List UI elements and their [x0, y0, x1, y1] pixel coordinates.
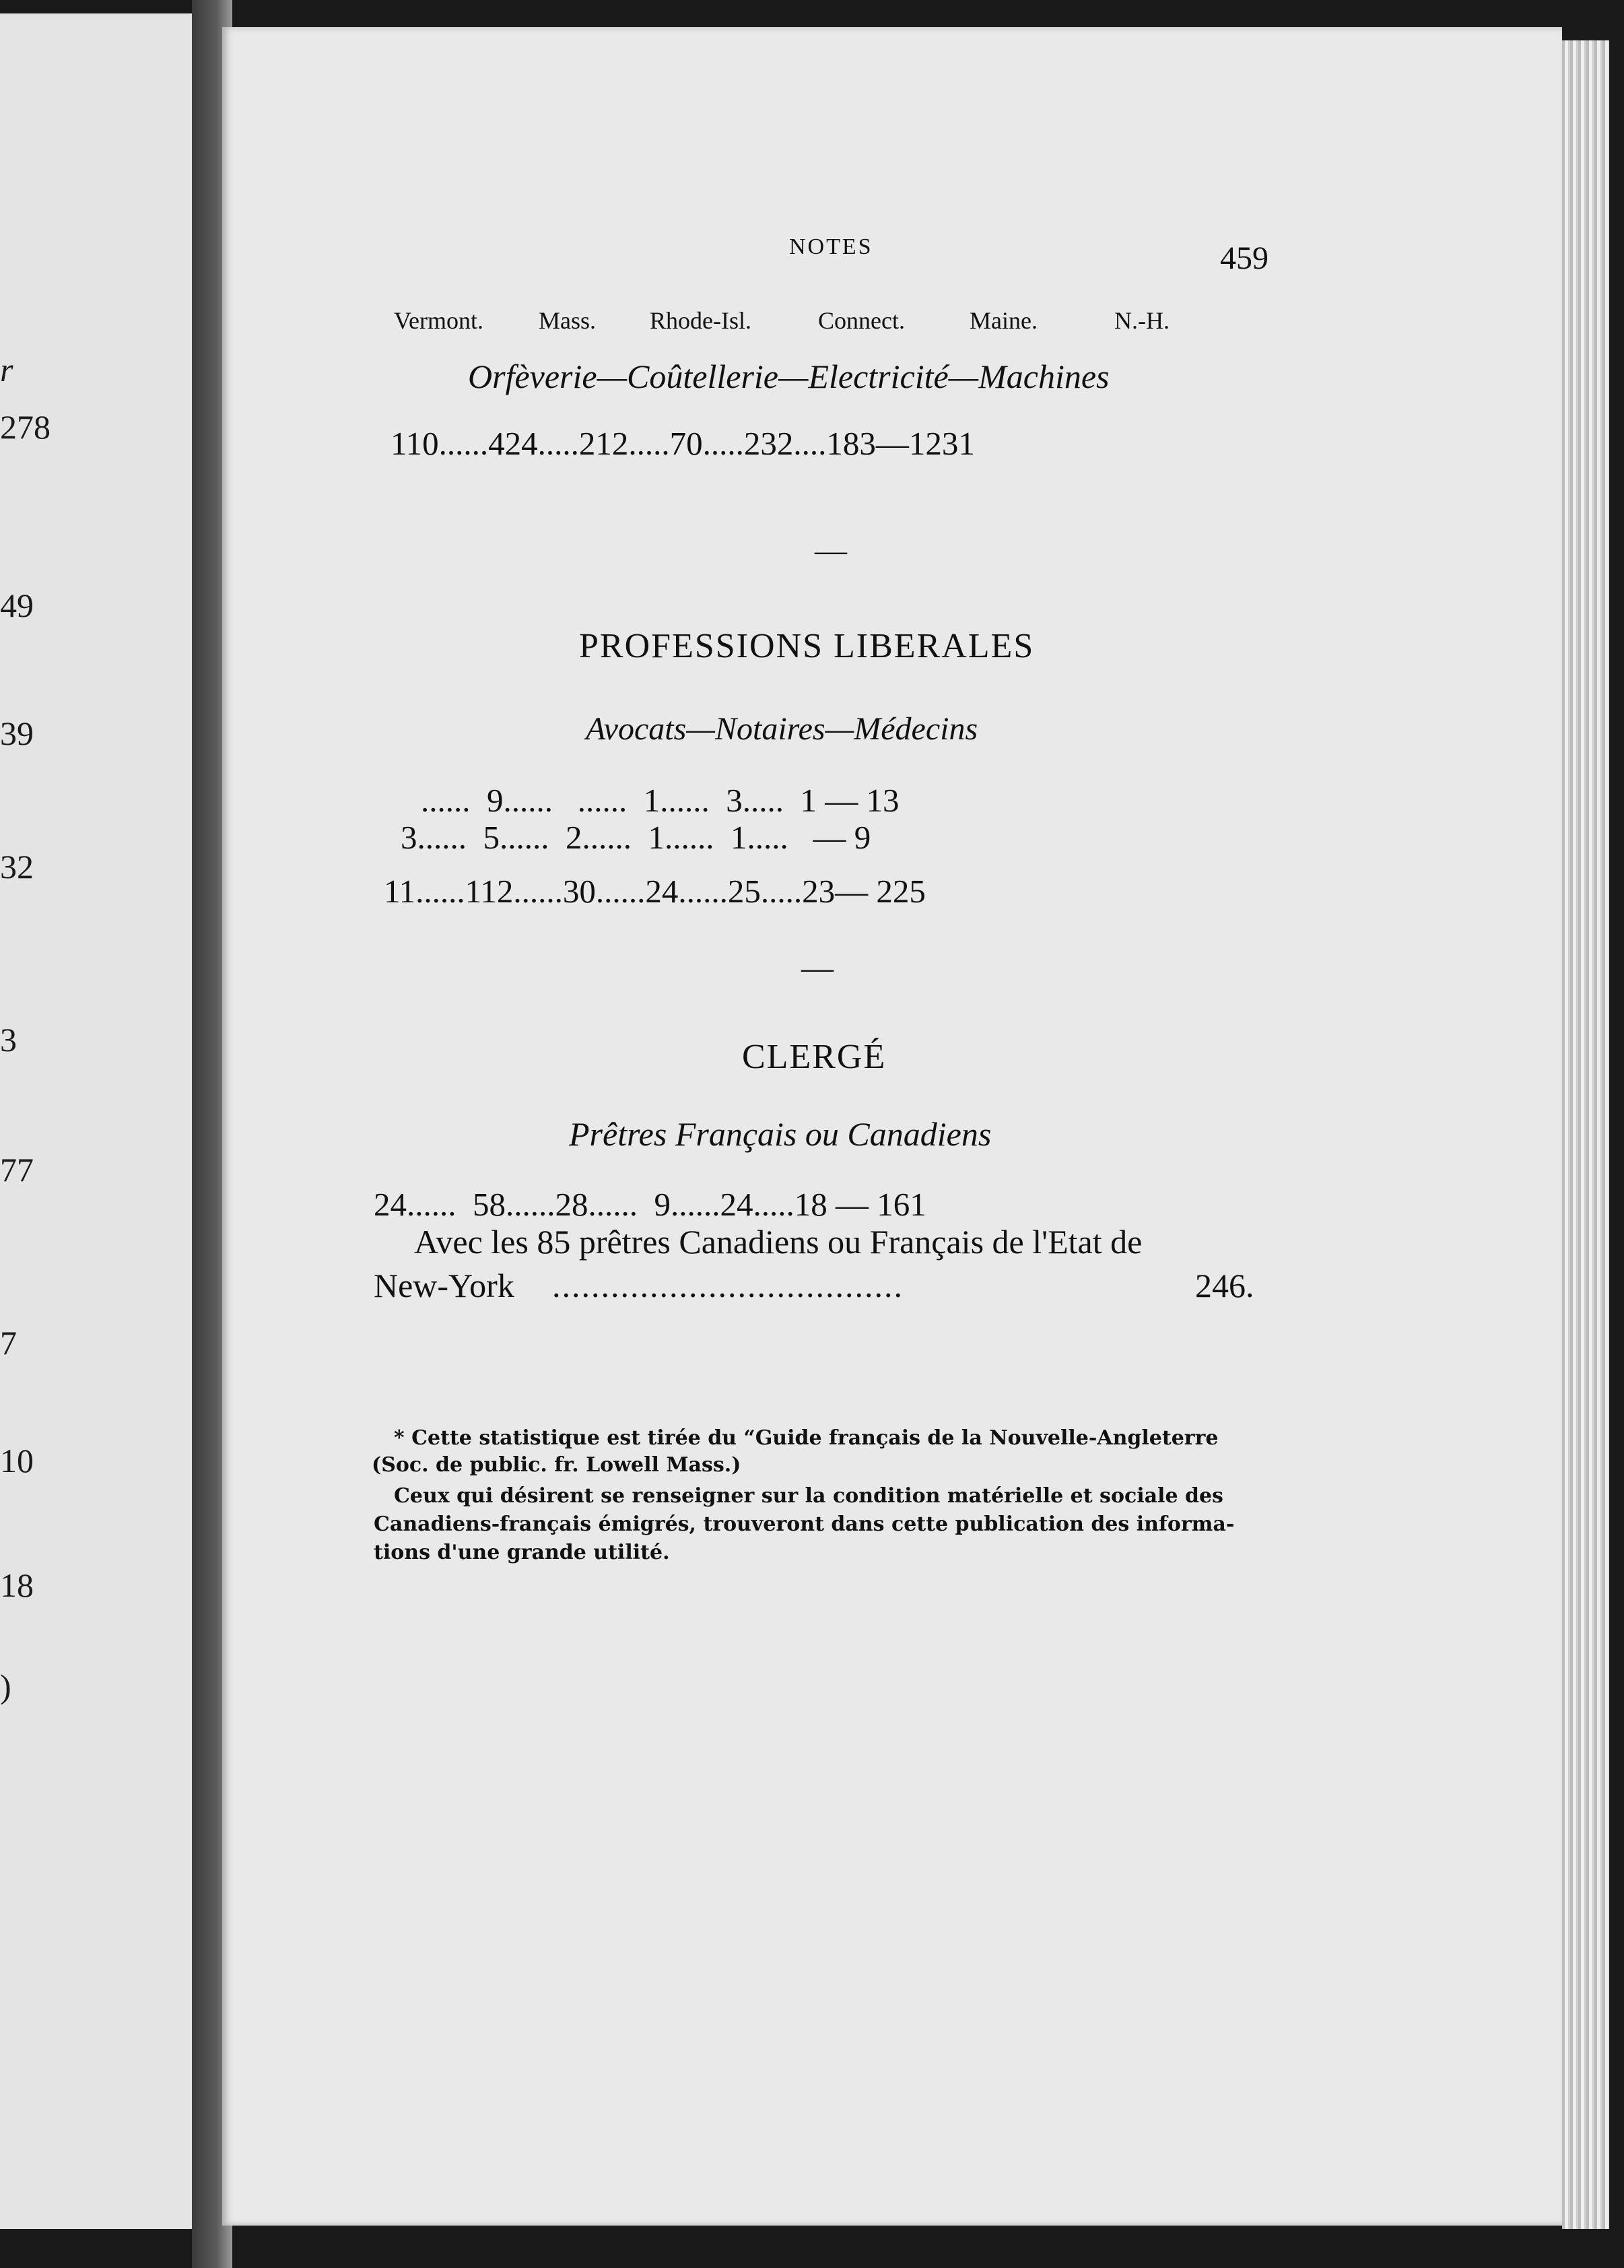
page-number: 459 — [1220, 240, 1268, 276]
left-fragment: 3 — [0, 1021, 17, 1059]
clerge-text-line: Avec les 85 prêtres Canadiens ou Français de l'Etat de — [414, 1223, 1143, 1261]
orfeverie-row: 110......424.....212.....70.....232....183—1231 — [391, 425, 975, 462]
left-fragment: 7 — [0, 1324, 17, 1362]
left-fragment: r — [0, 351, 13, 389]
footnote-line: Ceux qui désirent se renseigner sur la condition matérielle et sociale des — [394, 1484, 1223, 1508]
footnote-line: (Soc. de public. fr. Lowell Mass.) — [372, 1453, 741, 1477]
left-fragment: 18 — [0, 1566, 34, 1604]
dot-leader: .................................... — [552, 1267, 904, 1304]
footnote-line: tions d'une grande utilité. — [374, 1541, 670, 1564]
professions-row: ...... 9...... ...... 1...... 3..... 1 — 13 — [421, 782, 900, 819]
section-separator: — — [801, 950, 834, 986]
clerge-total: 246. — [1195, 1267, 1254, 1304]
professions-row: 3...... 5...... 2...... 1...... 1..... — 9 — [401, 819, 871, 856]
left-fragment: 278 — [0, 408, 50, 446]
section-heading-clerge: CLERGÉ — [742, 1038, 887, 1076]
left-fragment: 49 — [0, 587, 34, 624]
column-header-connecticut: Connect. — [818, 307, 905, 334]
column-header-maine: Maine. — [970, 307, 1038, 334]
section-separator: — — [815, 533, 847, 568]
orfeverie-subheading: Orfèverie—Coûtellerie—Electricité—Machines — [468, 358, 1110, 395]
left-page-fragment — [0, 13, 192, 2229]
clerge-subheading: Prêtres Français ou Canadiens — [569, 1115, 992, 1153]
clerge-text-line-start: New-York — [374, 1267, 514, 1304]
left-fragment: 39 — [0, 714, 34, 752]
left-fragment: 77 — [0, 1151, 34, 1189]
left-fragment: 10 — [0, 1442, 34, 1479]
left-fragment: 32 — [0, 848, 34, 886]
professions-row: 11......112......30......24......25.....23— 225 — [384, 873, 926, 910]
column-header-new-hampshire: N.-H. — [1114, 307, 1170, 334]
professions-subheading: Avocats—Notaires—Médecins — [586, 711, 978, 747]
column-header-vermont: Vermont. — [394, 307, 483, 334]
left-fragment: ) — [0, 1667, 11, 1705]
column-header-mass: Mass. — [539, 307, 597, 334]
column-header-rhode-island: Rhode-Isl. — [650, 307, 751, 334]
section-heading-professions: PROFESSIONS LIBERALES — [579, 627, 1035, 665]
footnote-line: Canadiens-français émigrés, trouveront dans cette publication des informa- — [374, 1512, 1235, 1536]
clerge-row: 24...... 58......28...... 9......24.....18 — 161 — [374, 1186, 926, 1223]
page-edges — [1562, 40, 1609, 2229]
footnote-line: * Cette statistique est tirée du “Guide français de la Nouvelle-Angleterre — [394, 1426, 1219, 1450]
running-title: NOTES — [789, 234, 873, 259]
